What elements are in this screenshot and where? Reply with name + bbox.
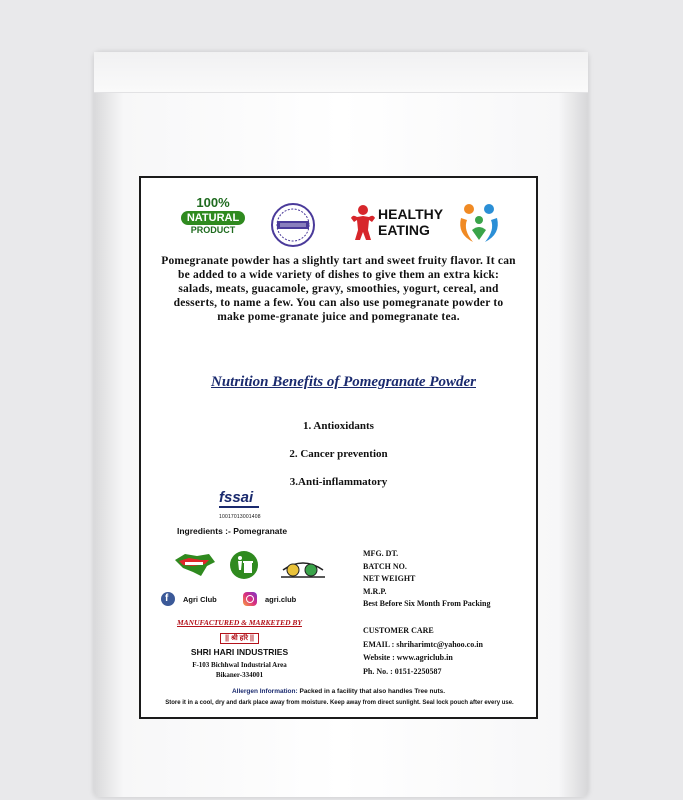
fssai-license: 10017013001408 [219,514,261,520]
best-before: Best Before Six Month From Packing [363,599,491,608]
muscle-figure-icon [348,204,378,242]
badge-row [141,196,536,256]
storage-instructions: Store it in a cool, dry and dark place away from moisture. Keep away from direct sunlight. Seal lock pouch after every use. [165,700,514,706]
export-quality-seal-icon [267,202,319,248]
fssai-mark [219,490,269,520]
product-label [139,176,538,719]
instagram-handle[interactable]: agri.club [265,595,297,604]
customer-care-heading: CUSTOMER CARE [363,626,434,635]
customer-care [363,624,483,678]
natural-product-badge [181,196,245,246]
fssai-logo: fssai [219,490,259,508]
mrp-label: M.R.P. [363,586,387,596]
manufacturer-heading: MANUFACTURED & MARKETED BY [177,618,302,627]
benefit-item: 1. Antioxidants [303,420,374,432]
benefit-item: 2. Cancer prevention [289,448,388,460]
packaging-icons [171,548,331,584]
nutrition-title: Nutrition Benefits of Pomegranate Powder [210,374,476,390]
product-description: Pomegranate powder has a slightly tart and sweet fruity flavor. It can be added to a wide variety of dishes to give them an extra kick: salads, meats, guacamole, gravy, smoothies, yogurt, cereal, and desserts, to name a few. You can also use pomegranate powder to make pome-granate juice and pomegranate tea. [161,255,516,323]
benefit-item: 3.Anti-inflammatory [289,476,388,488]
dispose-bin-icon [229,550,259,580]
natural-word: NATURAL [181,211,245,225]
facebook-handle[interactable]: Agri Club [183,595,217,604]
customer-care-website: Website : www.agriclub.in [363,653,453,662]
ingredients: Ingredients :- Pomegranate [177,526,288,536]
brand-mark: || श्री हरि || [220,633,259,644]
customer-care-email: EMAIL : shriharimtc@yahoo.co.in [363,639,483,649]
batch-label: BATCH NO. [363,561,407,571]
facebook-icon[interactable]: f [161,592,175,606]
mfg-date-label: MFG. DT. [363,549,399,558]
packing-details [363,548,490,611]
social-links [161,592,361,610]
family-care-icon [453,200,505,246]
allergen-info [141,688,536,695]
natural-sub: PRODUCT [190,225,236,235]
natural-pct: 100% [196,195,230,210]
india-map-icon [171,550,217,580]
address-line2: Bikaner-334001 [215,671,264,679]
healthy-line2: EATING [378,222,430,238]
manufacturer-block [147,618,332,680]
healthy-line1: HEALTHY [378,206,444,222]
pouch-zip-seal [94,52,588,93]
allergen-label: Allergen Information: [231,688,298,695]
food-grade-icon [279,550,327,580]
address-line1: F-103 Bichhwal Industrial Area [192,661,287,669]
instagram-icon[interactable] [243,592,257,606]
healthy-eating-badge [348,204,444,244]
allergen-text: Packed in a facility that also handles Tree nuts. [297,688,446,695]
net-weight-label: NET WEIGHT [363,574,416,583]
customer-care-phone: Ph. No. : 0151-2250587 [363,666,442,676]
company-name: SHRI HARI INDUSTRIES [190,647,289,657]
